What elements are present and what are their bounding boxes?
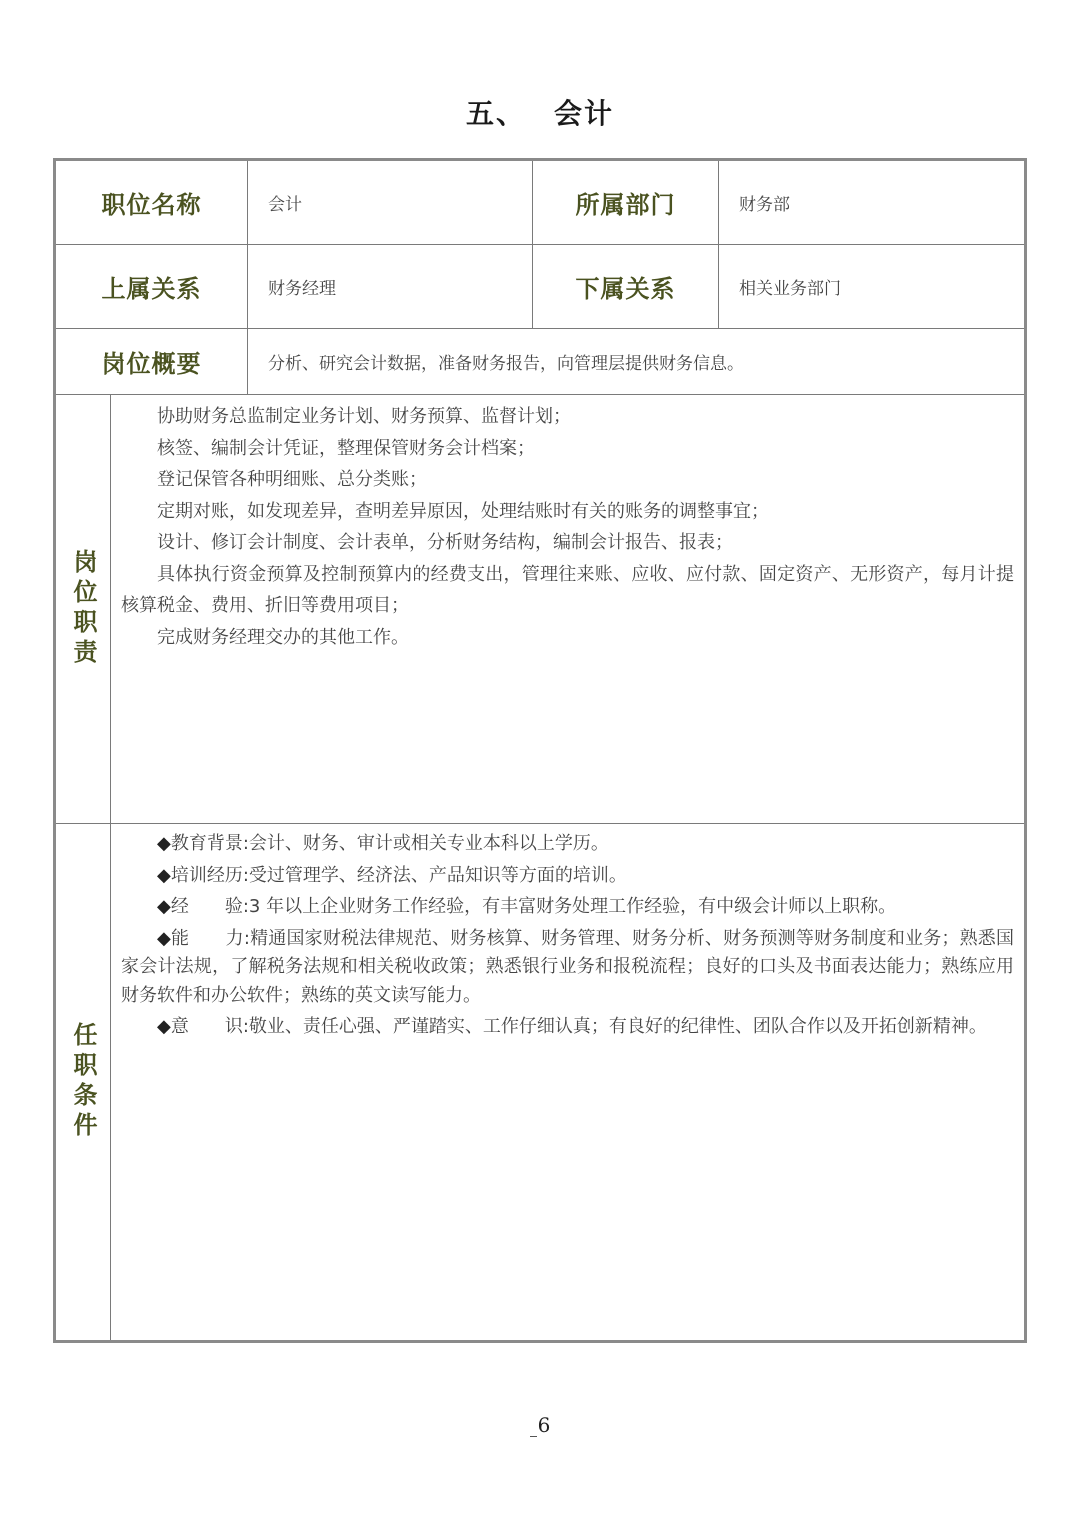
subordinate-label: 下属关系 xyxy=(575,275,676,303)
diamond-bullet-icon: ◆ xyxy=(157,864,171,886)
diamond-bullet-icon: ◆ xyxy=(157,1016,171,1037)
requirement-item: ◆教育背景:会计、财务、审计或相关专业本科以上学历。 xyxy=(157,833,609,854)
duty-item: 协助财务总监制定业务计划、财务预算、监督计划； xyxy=(157,406,571,427)
requirement-item: ◆能 力:精通国家财税法律规范、财务核算、财务管理、财务分析、财务预测等财务制度和业务；熟悉国家会计法规，了解税务法规和相关税收政策；熟悉银行业务和报税流程；良好的口头及书面表达能力；熟练应用财务软件和办公软件；熟练的英文读写能力。 xyxy=(121,927,1014,1006)
duty-item: 核签、编制会计凭证，整理保管财务会计档案； xyxy=(157,437,535,459)
job-description-table xyxy=(53,158,1027,1343)
page-number: 6 xyxy=(0,1413,1080,1437)
superior-label: 上属关系 xyxy=(101,275,202,303)
duty-item: 定期对账，如发现差异，查明差异原因，处理结账时有关的账务的调整事宜； xyxy=(157,500,769,522)
summary-value: 分析、研究会计数据，准备财务报告，向管理层提供财务信息。 xyxy=(268,354,744,374)
diamond-bullet-icon: ◆ xyxy=(157,927,172,949)
page-title xyxy=(0,92,1080,132)
subordinate-value: 相关业务部门 xyxy=(739,279,841,299)
superior-value: 财务经理 xyxy=(268,279,336,299)
duties-list xyxy=(111,395,1024,823)
requirement-item: ◆意 识:敬业、责任心强、严谨踏实、工作仔细认真；有良好的纪律性、团队合作以及开拓创新精神。 xyxy=(157,1016,987,1037)
duty-item: 具体执行资金预算及控制预算内的经费支出，管理往来账、应收、应付款、固定资产、无形资产，每月计提核算税金、费用、折旧等费用项目； xyxy=(121,563,1014,616)
diamond-bullet-icon: ◆ xyxy=(157,896,171,917)
department-value: 财务部 xyxy=(739,195,790,215)
diamond-bullet-icon: ◆ xyxy=(157,833,171,854)
section-title: 会计 xyxy=(554,97,615,130)
department-label: 所属部门 xyxy=(575,191,676,219)
duties-label: 岗位职责 xyxy=(69,549,97,669)
position-label: 职位名称 xyxy=(101,191,202,219)
requirements-list xyxy=(111,824,1024,1340)
summary-label: 岗位概要 xyxy=(101,350,202,378)
requirements-label: 任职条件 xyxy=(69,1022,97,1142)
duty-item: 完成财务经理交办的其他工作。 xyxy=(157,626,409,648)
requirement-item: ◆培训经历:受过管理学、经济法、产品知识等方面的培训。 xyxy=(157,864,627,886)
duty-item: 登记保管各种明细账、总分类账； xyxy=(157,469,427,490)
section-number: 五、 xyxy=(465,97,526,130)
duty-item: 设计、修订会计制度、会计表单，分析财务结构，编制会计报告、报表； xyxy=(157,532,733,553)
position-value: 会计 xyxy=(268,195,302,215)
requirement-item: ◆经 验:3 年以上企业财务工作经验，有丰富财务处理工作经验，有中级会计师以上职称。 xyxy=(157,896,897,917)
